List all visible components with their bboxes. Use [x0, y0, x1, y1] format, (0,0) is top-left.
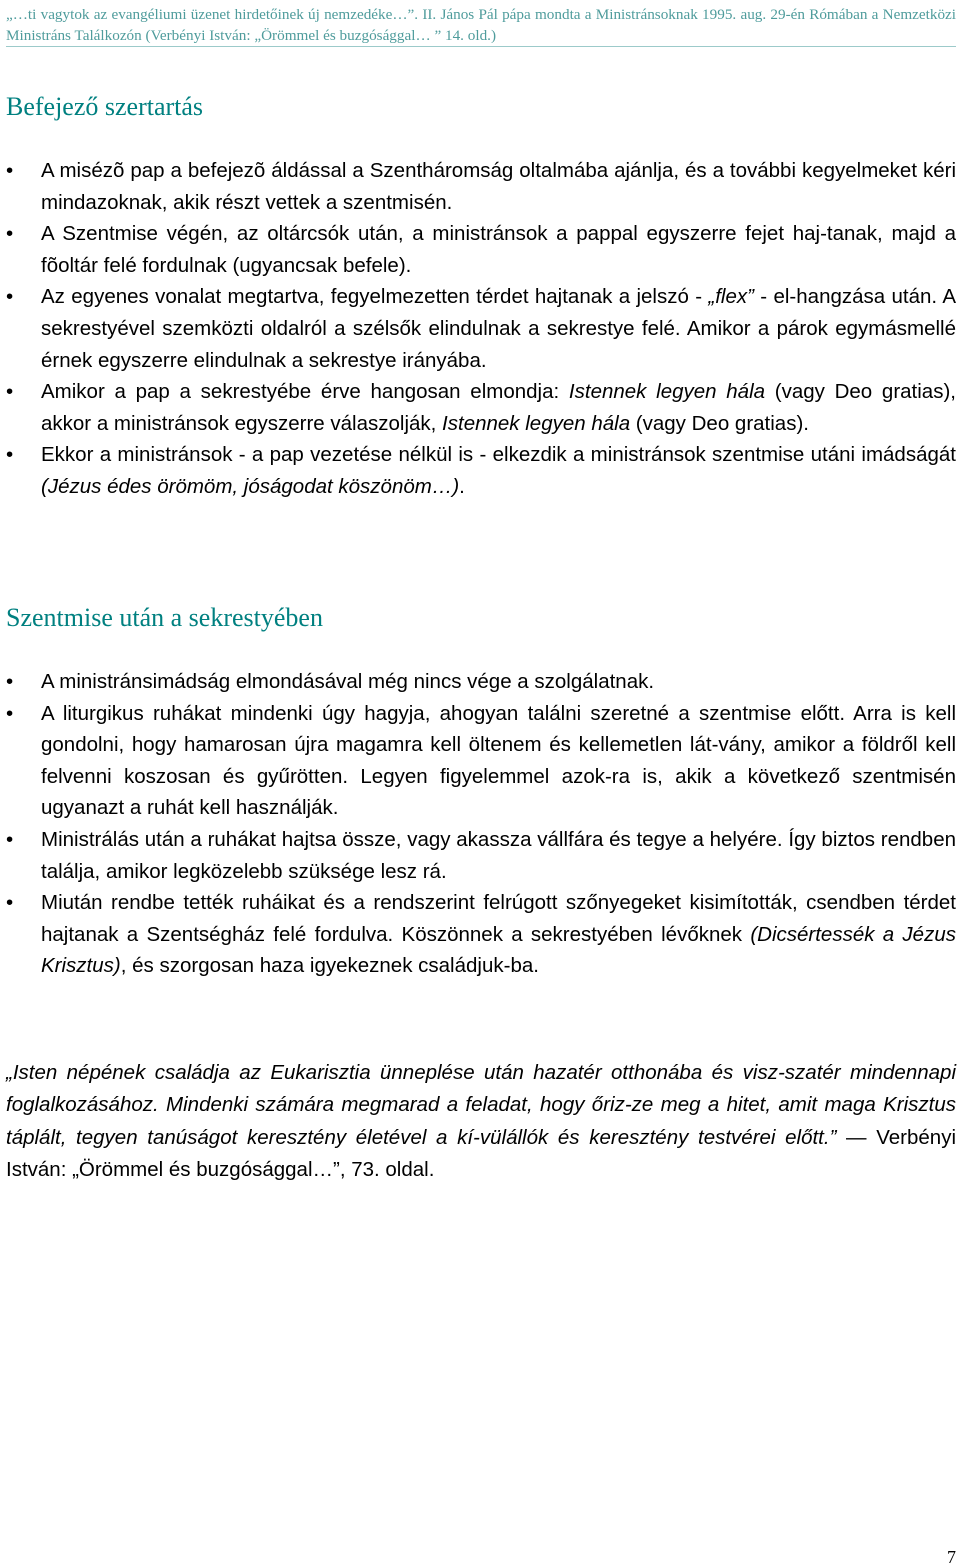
bullet-icon: •: [6, 443, 14, 467]
bullet-icon: •: [6, 222, 14, 246]
bullet-icon: •: [6, 285, 14, 309]
quote-text: „Isten népének családja az Eukarisztia ünneplése után hazatér otthonába és visz-szatér mindennapi foglalkozásához. Mindenki számára megmarad a feladat, hogy őriz-ze meg a hitet, amit maga Krisztus táplált, tegyen tanúságot keresztény életével a kí-vülállók és keresztény testvérei előtt.”: [6, 1061, 956, 1149]
bullet-icon: •: [6, 159, 14, 182]
after-mass-list: [0, 666, 960, 982]
quote-source: — Verbényi István: „Örömmel és buzgósággal…”, 73. oldal.: [6, 1125, 956, 1181]
list-item: • Amikor a pap a sekrestyébe érve hangosan elmondja: Istennek legyen hála (vagy Deo gratias), akkor a ministránsok egyszerre válaszolják, Istennek legyen hála (vagy Deo gratias).: [0, 376, 960, 439]
list-item: • Ministrálás után a ruhákat hajtsa össze, vagy akassza vállfára és tegye a helyére. Így biztos rendben találja, amikor legközelebb szüksége lesz rá.: [0, 824, 960, 887]
flex-command: „flex”: [708, 285, 754, 309]
section-title-after-mass: Szentmise után a sekrestyében: [6, 603, 323, 632]
header-divider: [6, 46, 956, 47]
bullet-icon: •: [6, 701, 14, 725]
list-item: • A ministránsimádság elmondásával még nincs vége a szolgálatnak.: [0, 666, 960, 698]
list-item: • A misézõ pap a befejezõ áldással a Szentháromság oltalmába ajánlja, és a további kegyelmeket kéri mindazoknak, akik részt vettek a szentmisén.: [0, 155, 960, 218]
list-item: • Az egyenes vonalat megtartva, fegyelmezetten térdet hajtanak a jelszó - „flex” - el-hangzása után. A sekrestyével szemközti oldalról a szélsők elindulnak a sekrestye felé. Amikor a párok egymásmellé érnek egyszerre elindulnak a sekrestye irányába.: [0, 281, 960, 376]
list-item: • A Szentmise végén, az oltárcsók után, a ministránsok a pappal egyszerre fejet haj-tanak, majd a fõoltár felé fordulnak (ugyancsak befele).: [0, 218, 960, 281]
bullet-icon: •: [6, 380, 14, 404]
bullet-icon: •: [6, 891, 14, 915]
bullet-icon: •: [6, 827, 14, 851]
closing-rite-list: [0, 155, 960, 503]
list-item: • Ekkor a ministránsok - a pap vezetése nélkül is - elkezdik a ministránsok szentmise utáni imádságát (Jézus édes örömöm, jóságodat köszönöm…).: [0, 439, 960, 502]
section-title-closing-rite: Befejező szertartás: [6, 92, 204, 121]
list-item: • Miután rendbe tették ruháikat és a rendszerint felrúgott szőnyegeket kisimították, csendben térdet hajtanak a Szentségház felé fordulva. Köszönnek a sekrestyében lévőknek (Dicsértessék a Jézus Krisztus), és szorgosan haza igyekeznek családjuk-ba.: [0, 887, 960, 982]
list-item: • A liturgikus ruhákat mindenki úgy hagyja, ahogyan találni szeretné a szentmise előtt. Arra is kell gondolni, hogy hamarosan újra magamra kell öltenem és kellemetlen lát-vány, amikor a földről kell felvenni koszosan és gyűrötten. Legyen figyelemmel azok-ra is, akik a következő szentmisén ugyanazt a ruhát kell használják.: [0, 698, 960, 824]
prayer-title: (Jézus édes örömöm, jóságodat köszönöm…): [41, 474, 460, 498]
bullet-icon: •: [6, 670, 14, 693]
running-header: „…ti vagytok az evangéliumi üzenet hirdetőinek új nemzedéke…”. II. János Pál pápa mondta a Ministránsoknak 1995. aug. 29-én Rómában a Nemzetközi Ministráns Találkozón (Verbényi István: „Örömmel és buzgósággal… ” 14. old.): [6, 6, 956, 44]
page-number: 7: [947, 1547, 956, 1567]
closing-quote: [6, 1057, 956, 1186]
